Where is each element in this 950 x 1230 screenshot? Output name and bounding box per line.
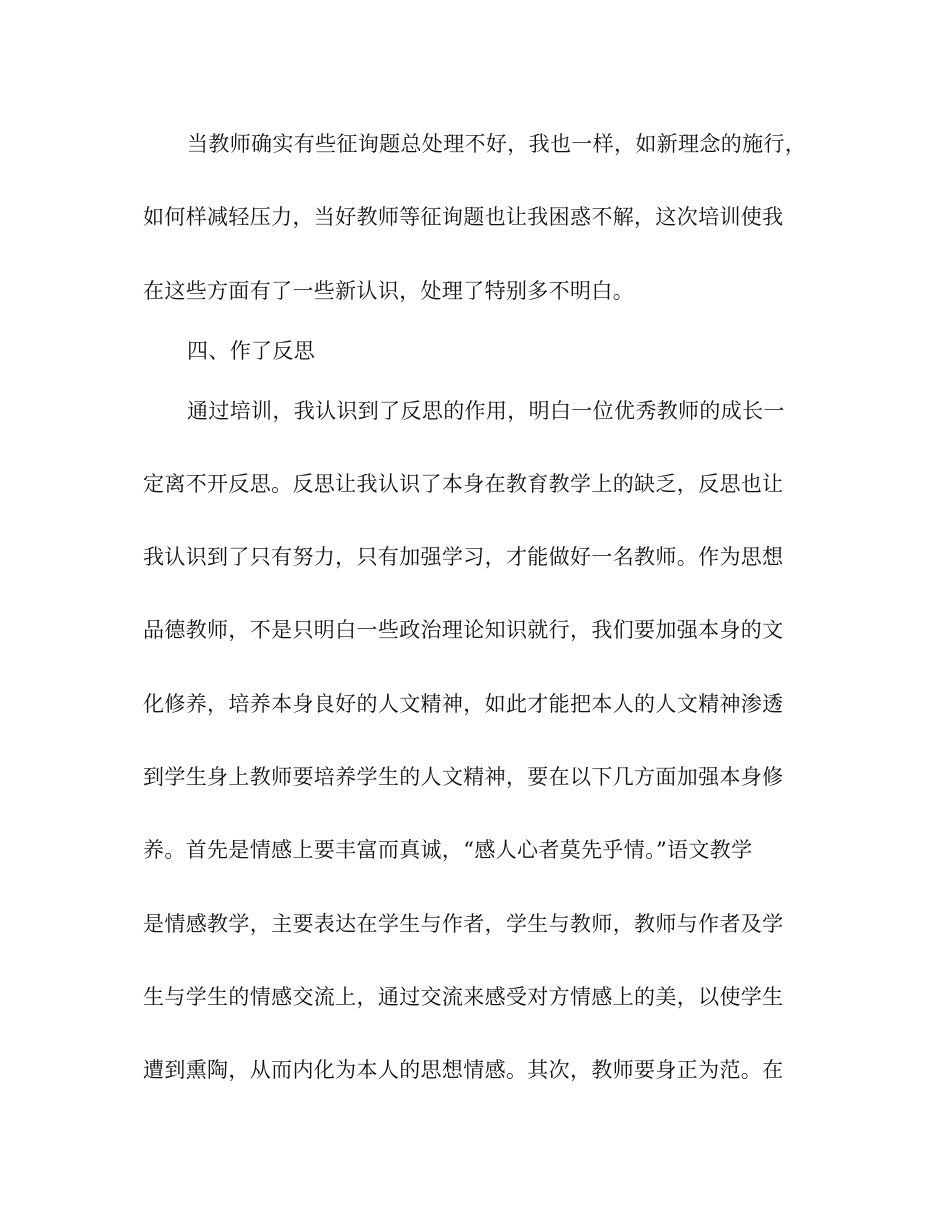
paragraph-line: 定离不开反思。反思让我认识了本身在教育教学上的缺乏，反思也让 [143, 472, 784, 496]
paragraph-line: 品德教师，不是只明白一些政治理论知识就行，我们要加强本身的文 [143, 618, 784, 642]
paragraph-line: 到学生身上教师要培养学生的人文精神，要在以下几方面加强本身修 [143, 765, 784, 789]
paragraph-line: 当教师确实有些征询题总处理不好，我也一样，如新理念的施行， [187, 132, 807, 156]
paragraph-line: 通过培训，我认识到了反思的作用，明白一位优秀教师的成长一 [187, 399, 785, 423]
paragraph-line: 生与学生的情感交流上，通过交流来感受对方情感上的美，以使学生 [143, 985, 784, 1009]
section-heading: 四、作了反思 [187, 339, 316, 363]
paragraph-line: 如何样减轻压力，当好教师等征询题也让我困惑不解，这次培训使我 [143, 205, 784, 229]
paragraph-line: 遭到熏陶，从而内化为本人的思想情感。其次，教师要身正为范。在 [143, 1058, 784, 1082]
paragraph-line: 我认识到了只有努力，只有加强学习，才能做好一名教师。作为思想 [143, 545, 784, 569]
paragraph-line: 在这些方面有了一些新认识，处理了特别多不明白。 [143, 279, 635, 303]
paragraph-line: 养。首先是情感上要丰富而真诚，“感人心者莫先乎情。”语文教学 [143, 838, 753, 862]
paragraph-line: 是情感教学，主要表达在学生与作者，学生与教师，教师与作者及学 [143, 912, 784, 936]
paragraph-line: 化修养，培养本身良好的人文精神，如此才能把本人的人文精神渗透 [143, 692, 784, 716]
